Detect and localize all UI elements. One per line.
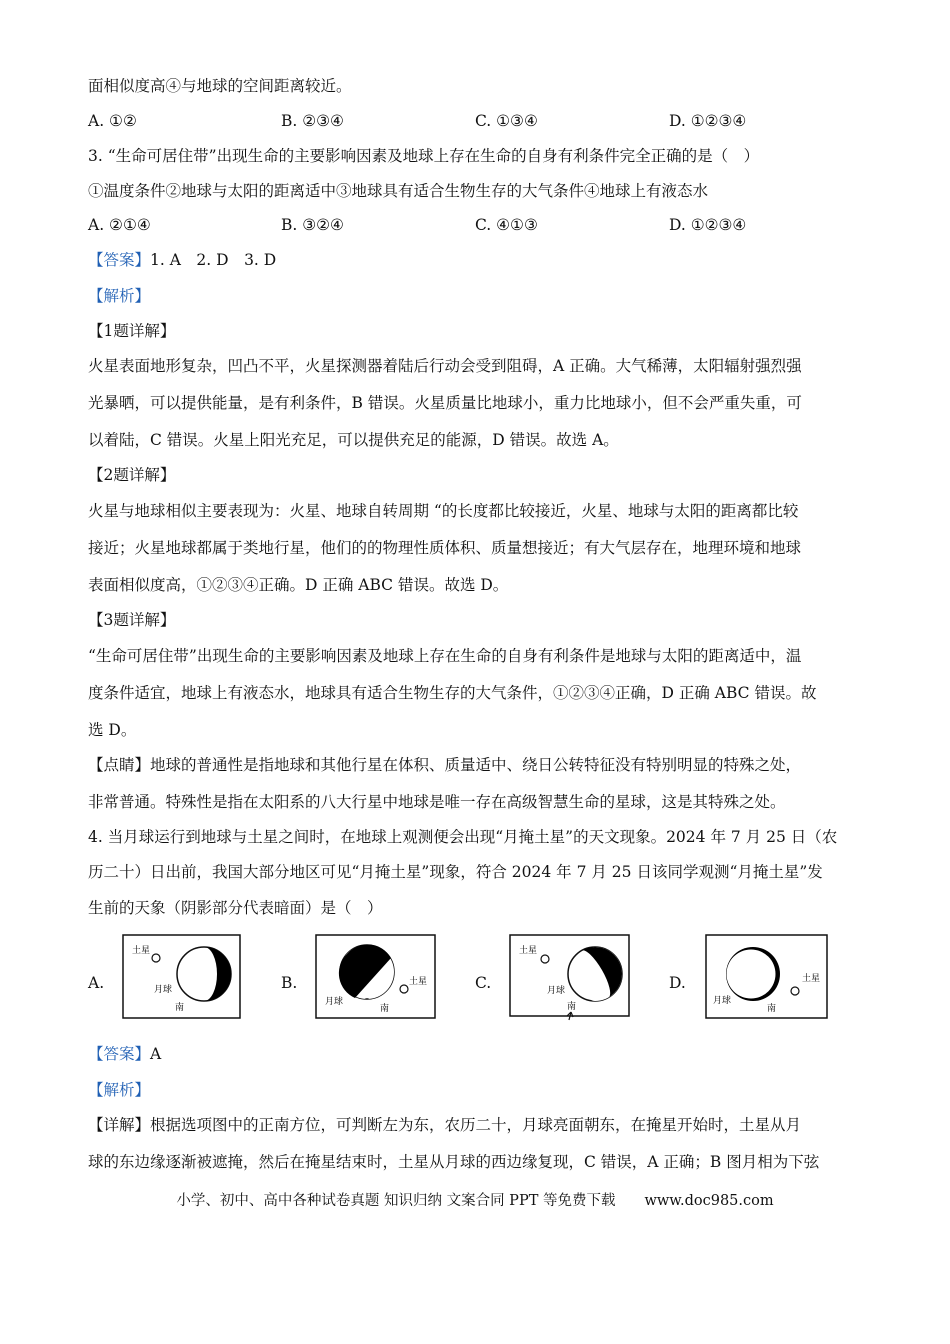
question-4: 生前的天象（阴影部分代表暗面）是（ ） (88, 899, 383, 917)
q2-options (88, 110, 868, 132)
option-b: B. ③②④ (281, 216, 344, 234)
answer-line (88, 1043, 161, 1065)
option-c: C. ①③④ (475, 112, 538, 130)
detail-4-line: 球的东边缘逐渐被遮掩，然后在掩星结束时，土星从月球的西边缘复现，C 错误，A 正确；B 图月相为下弦 (88, 1153, 820, 1171)
moon-label: 月球 (325, 997, 344, 1007)
moon-label: 月球 (547, 986, 566, 996)
dianjing-text: 地球的普通性是指地球和其他行星在体积、质量适中、绕日公转特征没有特别明显的特殊之处， (150, 756, 802, 774)
figure-letter-b: B. (281, 974, 298, 992)
detail-1-heading: 【1题详解】 (88, 322, 176, 340)
dianjing-line: 非常普通。特殊性是指在太阳系的八大行星中地球是唯一存在高级智慧生命的星球，这是其特殊之处。 (88, 793, 786, 811)
page-footer: 小学、初中、高中各种试卷真题 知识归纳 文案合同 PPT 等免费下载 www.doc985.com (176, 1193, 774, 1209)
question-3-items: ①温度条件②地球与太阳的距离适中③地球具有适合生物生存的大气条件④地球上有液态水 (88, 182, 709, 200)
dianjing-line (88, 754, 801, 776)
option-d: D. ①②③④ (669, 112, 747, 130)
south-label: 南 (380, 1004, 390, 1014)
answer-text: 1. A 2. D 3. D (150, 251, 277, 269)
answer-text: A (150, 1045, 162, 1063)
saturn-dot (152, 954, 160, 962)
q3-options (88, 214, 868, 236)
answer-line (88, 249, 276, 271)
option-d: D. ①②③④ (669, 216, 747, 234)
detail-3-line: 选 D。 (88, 721, 137, 739)
detail-1-line: 以着陆，C 错误。火星上阳光充足，可以提供充足的能源，D 错误。故选 A。 (88, 431, 619, 449)
answer-tag: 【答案】 (88, 1045, 151, 1063)
figure-d (705, 932, 829, 1020)
detail-3-line: 度条件适宜，地球上有液态水，地球具有适合生物生存的大气条件，①②③④正确，D 正确 ABC 错误。故 (88, 684, 817, 702)
saturn-label: 土星 (409, 977, 428, 987)
detail-2-line: 接近；火星地球都属于类地行星，他们的的物理性质体积、质量想接近；有大气层存在，地理环境和地球 (88, 539, 802, 557)
detail-2-line: 表面相似度高，①②③④正确。D 正确 ABC 错误。故选 D。 (88, 576, 509, 594)
detail-3-line: “生命可居住带”出现生命的主要影响因素及地球上存在生命的自身有利条件是地球与太阳的距离适中，温 (88, 647, 802, 665)
figure-letter-a: A. (88, 974, 105, 992)
moon-lit-side (727, 950, 776, 999)
analysis-tag: 【解析】 (88, 1081, 151, 1099)
detail-2-line: 火星与地球相似主要表现为：火星、地球自转周期 “的长度都比较接近，火星、地球与太阳的距离都比较 (88, 502, 799, 520)
detail-1-line: 光暴晒，可以提供能量，是有利条件，B 错误。火星质量比地球小，重力比地球小，但不会严重失重，可 (88, 394, 802, 412)
detail-4-line (88, 1114, 801, 1136)
figure-options (88, 932, 868, 1024)
saturn-dot (541, 955, 549, 963)
question-4: 4. 当月球运行到地球与土星之间时，在地球上观测便会出现“月掩土星”的天文现象。2024 年 7 月 25 日（农 (88, 828, 838, 846)
figure-b (315, 932, 437, 1020)
saturn-label: 土星 (802, 974, 821, 984)
saturn-label: 土星 (132, 946, 151, 956)
option-b: B. ②③④ (281, 112, 344, 130)
option-a: A. ①② (88, 112, 137, 130)
moon-label: 月球 (713, 996, 732, 1006)
question-4: 历二十）日出前，我国大部分地区可见“月掩土星”现象，符合 2024 年 7 月 25 日该同学观测“月掩土星”发 (88, 863, 823, 881)
south-label: 南 (767, 1004, 777, 1014)
question-3: 3. “生命可居住带”出现生命的主要影响因素及地球上存在生命的自身有利条件完全正确的是（ ） (88, 147, 760, 165)
figure-letter-c: C. (475, 974, 492, 992)
moon-label: 月球 (154, 985, 173, 995)
detail-4-tag: 【详解】 (88, 1116, 151, 1134)
option-c: C. ④①③ (475, 216, 538, 234)
figure-a (122, 932, 242, 1020)
text-line: 面相似度高④与地球的空间距离较近。 (88, 77, 352, 95)
south-label: 南 (175, 1003, 185, 1013)
option-a: A. ②①④ (88, 216, 151, 234)
figure-letter-d: D. (669, 974, 686, 992)
saturn-dot (791, 987, 799, 995)
south-label: 南 (567, 1002, 577, 1012)
detail-2-heading: 【2题详解】 (88, 466, 176, 484)
answer-tag: 【答案】 (88, 251, 151, 269)
detail-3-heading: 【3题详解】 (88, 611, 176, 629)
saturn-dot (400, 985, 408, 993)
detail-1-line: 火星表面地形复杂，凹凸不平，火星探测器着陆后行动会受到阻碍，A 正确。大气稀薄，太阳辐射强烈强 (88, 357, 802, 375)
figure-c (509, 932, 631, 1022)
analysis-tag: 【解析】 (88, 287, 151, 305)
saturn-label: 土星 (519, 946, 538, 956)
dianjing-tag: 【点睛】 (88, 756, 151, 774)
detail-4-text: 根据选项图中的正南方位，可判断左为东，农历二十，月球亮面朝东，在掩星开始时，土星从月 (150, 1116, 802, 1134)
